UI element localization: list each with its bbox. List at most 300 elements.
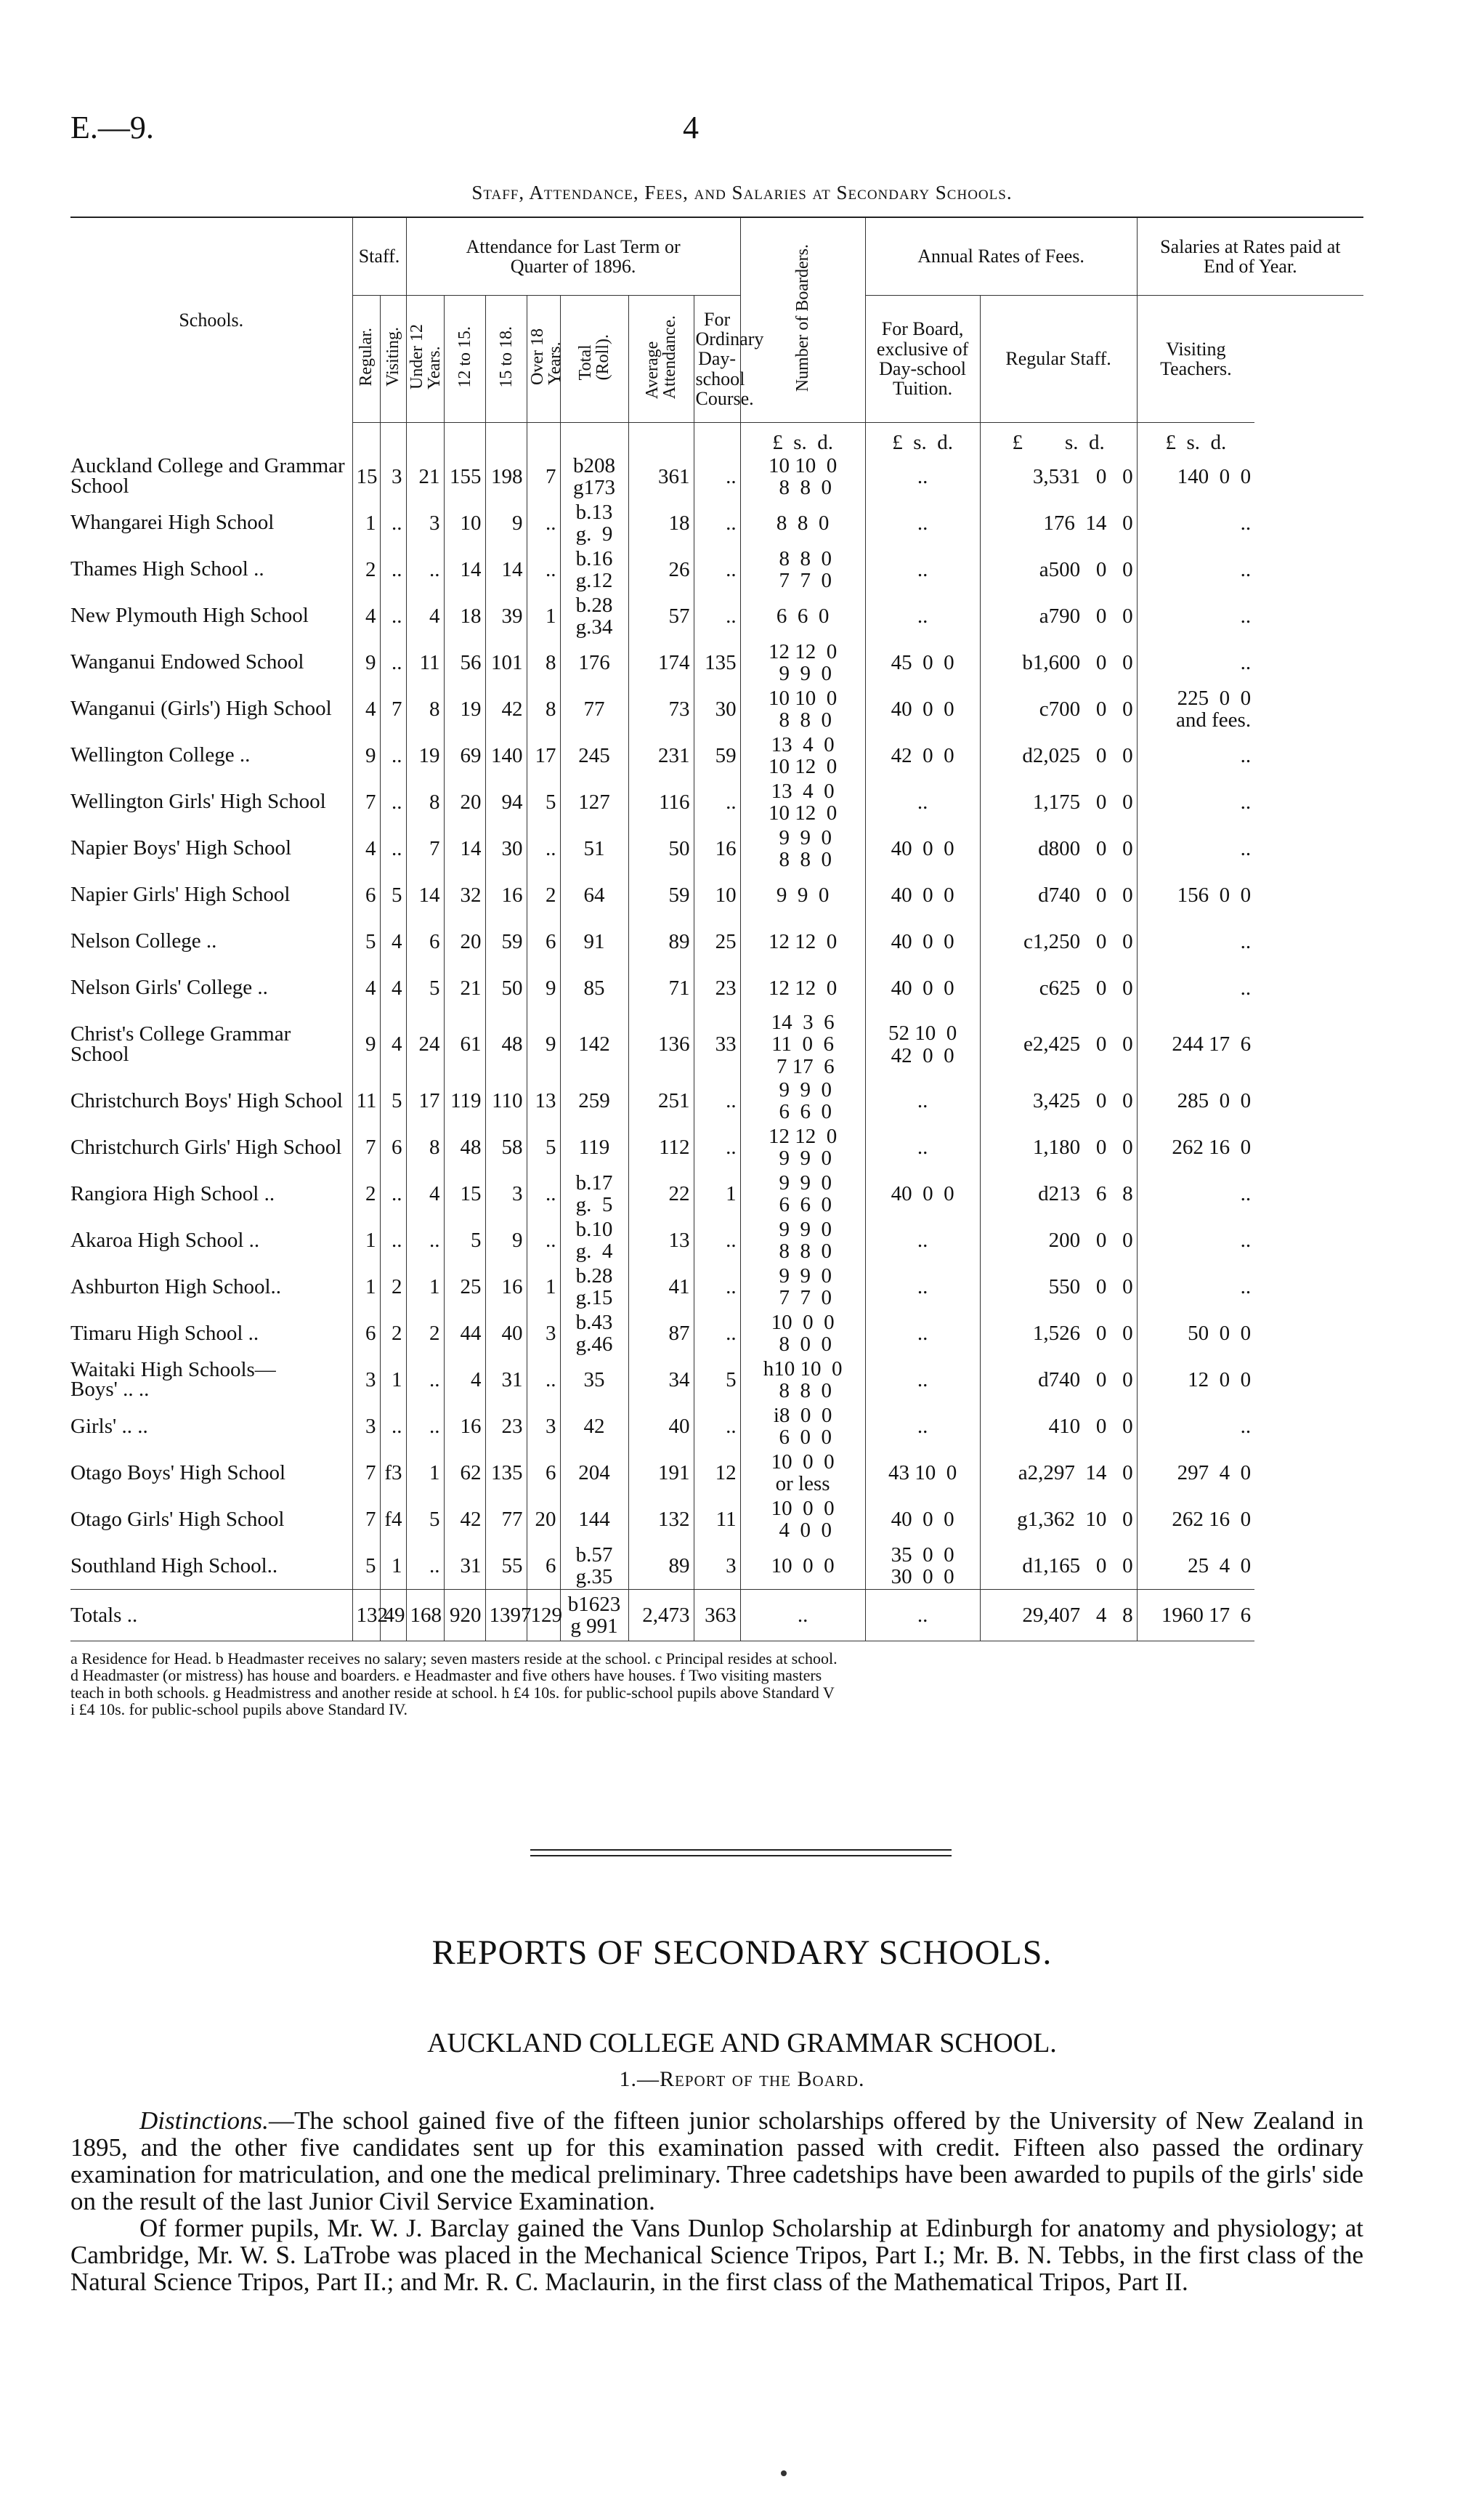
fees-ordinary: 12 12 0 9 9 0 [740, 1124, 865, 1171]
col-group-attendance: Attendance for Last Term or Quarter of 1896. [406, 218, 740, 296]
units-salary-visiting: £ s. d. [1137, 423, 1254, 454]
age-12-15: 31 [444, 1543, 485, 1590]
age-12-15: 20 [444, 918, 485, 965]
age-15-18: 16 [485, 872, 527, 918]
salary-regular: d2,025 0 0 [980, 732, 1137, 779]
age-12-15: 25 [444, 1264, 485, 1310]
fees-board: 52 10 0 42 0 0 [865, 1011, 980, 1078]
age-12-15: 48 [444, 1124, 485, 1171]
staff-visiting: .. [380, 1171, 406, 1217]
under-12: 4 [406, 1171, 444, 1217]
age-15-18: 3 [485, 1171, 527, 1217]
age-15-18: 42 [485, 686, 527, 732]
staff-visiting: 1 [380, 1357, 406, 1403]
under-12: 8 [406, 779, 444, 825]
total-roll: b1623 g 991 [560, 1590, 628, 1641]
salary-visiting: 12 0 0 [1137, 1357, 1254, 1403]
col-regular-label: Regular. [357, 328, 376, 387]
salary-visiting: 262 16 0 [1137, 1124, 1254, 1171]
fees-ordinary: .. [740, 1590, 865, 1641]
salary-regular: 1,180 0 0 [980, 1124, 1137, 1171]
staff-visiting: 5 [380, 872, 406, 918]
staff-regular: 4 [352, 965, 380, 1011]
salary-regular: 29,407 4 8 [980, 1590, 1137, 1641]
salary-visiting: 225 0 0 and fees. [1137, 686, 1254, 732]
age-12-15: 10 [444, 500, 485, 546]
over-18: 3 [527, 1403, 560, 1450]
table-row [70, 732, 1363, 779]
staff-regular: 6 [352, 872, 380, 918]
average-attendance: 50 [628, 825, 694, 872]
col-total-roll [560, 296, 628, 423]
age-12-15: 32 [444, 872, 485, 918]
table-row [70, 1310, 1363, 1357]
col-total-roll-label: Total (Roll). [576, 334, 613, 381]
age-15-18: 30 [485, 825, 527, 872]
school-name: Wellington Girls' High School [70, 790, 326, 814]
total-roll: 127 [560, 779, 628, 825]
boarders: .. [694, 1124, 740, 1171]
salary-visiting: .. [1137, 1403, 1254, 1450]
fees-board: .. [865, 1310, 980, 1357]
under-12: 21 [406, 453, 444, 500]
fees-board: .. [865, 1124, 980, 1171]
school-name: Thames High School .. [70, 557, 264, 581]
total-roll: 144 [560, 1496, 628, 1543]
age-15-18: 110 [485, 1078, 527, 1124]
age-15-18: 39 [485, 593, 527, 639]
table-row [70, 593, 1363, 639]
fees-ordinary: i8 0 0 6 0 0 [740, 1403, 865, 1450]
salary-regular: a2,297 14 0 [980, 1450, 1137, 1496]
table-row [70, 1264, 1363, 1310]
average-attendance: 2,473 [628, 1590, 694, 1641]
total-roll: b.43 g.46 [560, 1310, 628, 1357]
school-name: Christchurch Boys' High School [70, 1088, 343, 1112]
school-name: Akaroa High School .. [70, 1228, 260, 1252]
average-attendance: 13 [628, 1217, 694, 1264]
boarders: 23 [694, 965, 740, 1011]
staff-visiting: .. [380, 732, 406, 779]
salary-regular: 550 0 0 [980, 1264, 1137, 1310]
over-18: 6 [527, 1450, 560, 1496]
total-roll: 85 [560, 965, 628, 1011]
school-name: Christchurch Girls' High School [70, 1135, 342, 1159]
fees-ordinary: 9 9 0 7 7 0 [740, 1264, 865, 1310]
under-12: .. [406, 1403, 444, 1450]
school-name: Totals .. [70, 1590, 352, 1641]
boarders: 30 [694, 686, 740, 732]
age-12-15: 18 [444, 593, 485, 639]
over-18: 2 [527, 872, 560, 918]
average-attendance: 112 [628, 1124, 694, 1171]
separator-rule [530, 1855, 952, 1856]
staff-regular: 132 [352, 1590, 380, 1641]
age-15-18: 9 [485, 1217, 527, 1264]
under-12: 8 [406, 686, 444, 732]
under-12: .. [406, 1217, 444, 1264]
staff-visiting: 4 [380, 1011, 406, 1078]
age-15-18: 40 [485, 1310, 527, 1357]
over-18: .. [527, 500, 560, 546]
age-15-18: 77 [485, 1496, 527, 1543]
staff-regular: 7 [352, 1496, 380, 1543]
age-12-15: 56 [444, 639, 485, 686]
staff-visiting: 5 [380, 1078, 406, 1124]
totals-row [70, 1590, 1363, 1641]
total-roll: 77 [560, 686, 628, 732]
boarders: 59 [694, 732, 740, 779]
col-schools: Schools. [179, 310, 244, 331]
salary-regular: 3,531 0 0 [980, 453, 1137, 500]
average-attendance: 34 [628, 1357, 694, 1403]
staff-visiting: .. [380, 593, 406, 639]
salary-regular: 1,175 0 0 [980, 779, 1137, 825]
fees-board: 40 0 0 [865, 965, 980, 1011]
fees-board: .. [865, 1078, 980, 1124]
staff-regular: 5 [352, 1543, 380, 1590]
age-15-18: 23 [485, 1403, 527, 1450]
under-12: 3 [406, 500, 444, 546]
fees-ordinary: 12 12 0 9 9 0 [740, 639, 865, 686]
school-name: New Plymouth High School [70, 604, 309, 628]
salary-regular: 1,526 0 0 [980, 1310, 1137, 1357]
fees-ordinary: 9 9 0 6 6 0 [740, 1171, 865, 1217]
staff-regular: 4 [352, 825, 380, 872]
boarders: 363 [694, 1590, 740, 1641]
average-attendance: 231 [628, 732, 694, 779]
total-roll: 259 [560, 1078, 628, 1124]
age-15-18: 50 [485, 965, 527, 1011]
staff-regular: 4 [352, 686, 380, 732]
staff-visiting: f4 [380, 1496, 406, 1543]
footnote-line: d Headmaster (or mistress) has house and boarders. e Headmaster and five others have houses. f Two visiting masters [70, 1666, 822, 1685]
under-12: .. [406, 1357, 444, 1403]
boarders: 33 [694, 1011, 740, 1078]
over-18: 7 [527, 453, 560, 500]
staff-visiting: .. [380, 779, 406, 825]
fees-ordinary: 8 8 0 [740, 500, 865, 546]
total-roll: 204 [560, 1450, 628, 1496]
age-15-18: 59 [485, 918, 527, 965]
age-12-15: 14 [444, 825, 485, 872]
col-boarders-label: Number of Boarders. [793, 244, 813, 392]
total-roll: 91 [560, 918, 628, 965]
fees-ordinary: 10 0 0 or less [740, 1450, 865, 1496]
age-15-18: 58 [485, 1124, 527, 1171]
salary-visiting: .. [1137, 1217, 1254, 1264]
fees-board: .. [865, 1264, 980, 1310]
total-roll: b.28 g.15 [560, 1264, 628, 1310]
fees-ordinary: 8 8 0 7 7 0 [740, 546, 865, 593]
salary-visiting: .. [1137, 1264, 1254, 1310]
school-name: Napier Boys' High School [70, 836, 292, 860]
boarders: 5 [694, 1357, 740, 1403]
average-attendance: 136 [628, 1011, 694, 1078]
boarders: .. [694, 1078, 740, 1124]
salary-visiting: 140 0 0 [1137, 453, 1254, 500]
age-15-18: 1397 [485, 1590, 527, 1641]
average-attendance: 89 [628, 1543, 694, 1590]
under-12: 5 [406, 965, 444, 1011]
fees-board: .. [865, 1403, 980, 1450]
boarders: 16 [694, 825, 740, 872]
fees-board: .. [865, 1217, 980, 1264]
fees-board: .. [865, 1590, 980, 1641]
table-row [70, 872, 1363, 918]
staff-visiting: 2 [380, 1310, 406, 1357]
col-group-fees: Annual Rates of Fees. [865, 218, 1137, 296]
average-attendance: 18 [628, 500, 694, 546]
school-name: Whangarei High School [70, 511, 275, 535]
table-body [70, 423, 1363, 1641]
staff-visiting: .. [380, 1403, 406, 1450]
average-attendance: 40 [628, 1403, 694, 1450]
salary-regular: d740 0 0 [980, 872, 1137, 918]
age-12-15: 44 [444, 1310, 485, 1357]
average-attendance: 22 [628, 1171, 694, 1217]
school-name: Timaru High School .. [70, 1321, 259, 1345]
salary-regular: 200 0 0 [980, 1217, 1137, 1264]
under-12: 14 [406, 872, 444, 918]
over-18: 8 [527, 639, 560, 686]
col-over18 [527, 296, 564, 423]
age-15-18: 14 [485, 546, 527, 593]
salary-visiting: 50 0 0 [1137, 1310, 1254, 1357]
col-group-staff: Staff. [352, 218, 406, 296]
footnote-line: a Residence for Head. b Headmaster receives no salary; seven masters reside at the school. c Principal resides at school. [70, 1649, 838, 1668]
table-row [70, 825, 1363, 872]
school-heading: AUCKLAND COLLEGE AND GRAMMAR SCHOOL. [427, 2028, 1057, 2058]
fees-board: .. [865, 1357, 980, 1403]
fees-board: 40 0 0 [865, 1496, 980, 1543]
salary-visiting: 1960 17 6 [1137, 1590, 1254, 1641]
salary-regular: 3,425 0 0 [980, 1078, 1137, 1124]
average-attendance: 59 [628, 872, 694, 918]
fees-ordinary: h10 10 0 8 8 0 [740, 1357, 865, 1403]
boarders: 135 [694, 639, 740, 686]
under-12: 1 [406, 1450, 444, 1496]
fees-board: .. [865, 779, 980, 825]
fees-ordinary: 13 4 0 10 12 0 [740, 779, 865, 825]
staff-visiting: .. [380, 825, 406, 872]
boarders: 3 [694, 1543, 740, 1590]
average-attendance: 116 [628, 779, 694, 825]
total-roll: 64 [560, 872, 628, 918]
col-under12-label: Under 12 Years. [407, 324, 444, 390]
average-attendance: 251 [628, 1078, 694, 1124]
salary-visiting: .. [1137, 918, 1254, 965]
age-12-15: 15 [444, 1171, 485, 1217]
fees-board: 40 0 0 [865, 1171, 980, 1217]
over-18: 1 [527, 593, 560, 639]
salary-visiting: .. [1137, 639, 1254, 686]
fees-ordinary: 13 4 0 10 12 0 [740, 732, 865, 779]
total-roll: b.16 g.12 [560, 546, 628, 593]
total-roll: 142 [560, 1011, 628, 1078]
paragraph-text: —The school gained five of the fifteen junior scholarships offered by the University of New Zealand in 1895, and the other five candidates sent up for this examination passed with credit. Fifteen also passed the ordinary examination for matriculation, and one the medical preliminary. Three cadetships have been awarded to pupils of the girls' side on the result of the last Junior Civil Service Examination. [70, 2106, 1363, 2215]
age-15-18: 31 [485, 1357, 527, 1403]
staff-regular: 3 [352, 1403, 380, 1450]
staff-visiting: 3 [380, 453, 406, 500]
footnote-line: i £4 10s. for public-school pupils above Standard IV. [70, 1699, 408, 1718]
table-row [70, 779, 1363, 825]
col-12to15 [444, 296, 485, 423]
over-18: 6 [527, 918, 560, 965]
total-roll: b.17 g. 5 [560, 1171, 628, 1217]
total-roll: b.13 g. 9 [560, 500, 628, 546]
boarders: .. [694, 1310, 740, 1357]
report-body [70, 2107, 1363, 2295]
average-attendance: 132 [628, 1496, 694, 1543]
col-group-salaries: Salaries at Rates paid at End of Year. [1137, 218, 1363, 296]
salary-visiting: 297 4 0 [1137, 1450, 1254, 1496]
staff-visiting: .. [380, 500, 406, 546]
col-under12 [406, 296, 444, 423]
boarders: .. [694, 500, 740, 546]
over-18: 129 [527, 1590, 560, 1641]
under-12: 8 [406, 1124, 444, 1171]
col-average-label: Average Attendance. [643, 315, 680, 399]
total-roll: 51 [560, 825, 628, 872]
units-fees-board: £ s. d. [865, 423, 980, 454]
staff-visiting: 49 [380, 1590, 406, 1641]
salary-visiting: .. [1137, 500, 1254, 546]
under-12: 11 [406, 639, 444, 686]
under-12: .. [406, 546, 444, 593]
over-18: 9 [527, 1011, 560, 1078]
age-12-15: 62 [444, 1450, 485, 1496]
boarders: .. [694, 1403, 740, 1450]
col-regular [352, 296, 380, 423]
staff-regular: 7 [352, 779, 380, 825]
table-row [70, 1403, 1363, 1450]
col-fees-ordinary: For Ordinary Day-school Course. [694, 296, 740, 423]
table-row [70, 500, 1363, 546]
over-18: 17 [527, 732, 560, 779]
over-18: .. [527, 825, 560, 872]
staff-regular: 7 [352, 1450, 380, 1496]
under-12: 4 [406, 593, 444, 639]
salary-visiting: .. [1137, 825, 1254, 872]
total-roll: b.10 g. 4 [560, 1217, 628, 1264]
staff-visiting: .. [380, 546, 406, 593]
table-row [70, 639, 1363, 686]
average-attendance: 89 [628, 918, 694, 965]
age-15-18: 48 [485, 1011, 527, 1078]
age-12-15: 19 [444, 686, 485, 732]
age-15-18: 9 [485, 500, 527, 546]
staff-visiting: f3 [380, 1450, 406, 1496]
salary-visiting: .. [1137, 546, 1254, 593]
fees-board: .. [865, 593, 980, 639]
staff-visiting: 4 [380, 918, 406, 965]
table-row [70, 965, 1363, 1011]
table-title: Staff, Attendance, Fees, and Salaries at Secondary Schools. [471, 182, 1013, 203]
school-name: Southland High School.. [70, 1553, 278, 1577]
fees-ordinary: 10 10 0 8 8 0 [740, 453, 865, 500]
staff-regular: 6 [352, 1310, 380, 1357]
age-12-15: 119 [444, 1078, 485, 1124]
age-15-18: 94 [485, 779, 527, 825]
age-15-18: 16 [485, 1264, 527, 1310]
average-attendance: 174 [628, 639, 694, 686]
salary-visiting: 156 0 0 [1137, 872, 1254, 918]
staff-regular: 9 [352, 1011, 380, 1078]
col-visiting-label: Visiting. [384, 327, 402, 387]
age-12-15: 14 [444, 546, 485, 593]
salary-regular: e2,425 0 0 [980, 1011, 1137, 1078]
under-12: 17 [406, 1078, 444, 1124]
col-regular-staff: Regular Staff. [980, 296, 1137, 423]
salary-visiting: 262 16 0 [1137, 1496, 1254, 1543]
salary-regular: d1,165 0 0 [980, 1543, 1137, 1590]
school-name: Napier Girls' High School [70, 883, 291, 907]
staff-regular: 9 [352, 732, 380, 779]
school-name: Wanganui Endowed School [70, 650, 304, 674]
units-salary-regular: £ s. d. [980, 423, 1137, 454]
boarders: .. [694, 1264, 740, 1310]
age-12-15: 20 [444, 779, 485, 825]
salary-regular: d800 0 0 [980, 825, 1137, 872]
salary-visiting: 25 4 0 [1137, 1543, 1254, 1590]
boarders: 25 [694, 918, 740, 965]
age-15-18: 135 [485, 1450, 527, 1496]
average-attendance: 361 [628, 453, 694, 500]
fees-board: 40 0 0 [865, 825, 980, 872]
under-12: 24 [406, 1011, 444, 1078]
over-18: .. [527, 1217, 560, 1264]
staff-regular: 1 [352, 1217, 380, 1264]
table-row [70, 546, 1363, 593]
under-12: 7 [406, 825, 444, 872]
salary-regular: b1,600 0 0 [980, 639, 1137, 686]
page-number: 4 [683, 110, 699, 145]
age-15-18: 55 [485, 1543, 527, 1590]
age-12-15: 920 [444, 1590, 485, 1641]
school-name: Otago Girls' High School [70, 1507, 285, 1531]
col-over18-label: Over 18 Years. [527, 328, 564, 386]
fees-board: 45 0 0 [865, 639, 980, 686]
school-name: Auckland College and Grammar School [70, 454, 345, 498]
school-name: Nelson College .. [70, 929, 217, 953]
salary-visiting: .. [1137, 1171, 1254, 1217]
staff-visiting: 6 [380, 1124, 406, 1171]
school-name: Rangiora High School .. [70, 1181, 275, 1205]
col-12to15-label: 12 to 15. [455, 326, 474, 388]
salary-visiting: .. [1137, 732, 1254, 779]
age-12-15: 4 [444, 1357, 485, 1403]
under-12: 19 [406, 732, 444, 779]
over-18: .. [527, 546, 560, 593]
table-row [70, 1357, 1363, 1403]
fees-board: 42 0 0 [865, 732, 980, 779]
staff-visiting: 2 [380, 1264, 406, 1310]
units-row [70, 423, 1363, 454]
secondary-schools-table [70, 218, 1363, 1641]
separator-rule [530, 1849, 952, 1851]
age-12-15: 5 [444, 1217, 485, 1264]
under-12: 168 [406, 1590, 444, 1641]
col-average [628, 296, 694, 423]
table-row [70, 1450, 1363, 1496]
table-row [70, 1011, 1363, 1078]
total-roll: 42 [560, 1403, 628, 1450]
boarders: .. [694, 779, 740, 825]
boarders: .. [694, 453, 740, 500]
staff-visiting: .. [380, 639, 406, 686]
fees-ordinary: 6 6 0 [740, 593, 865, 639]
